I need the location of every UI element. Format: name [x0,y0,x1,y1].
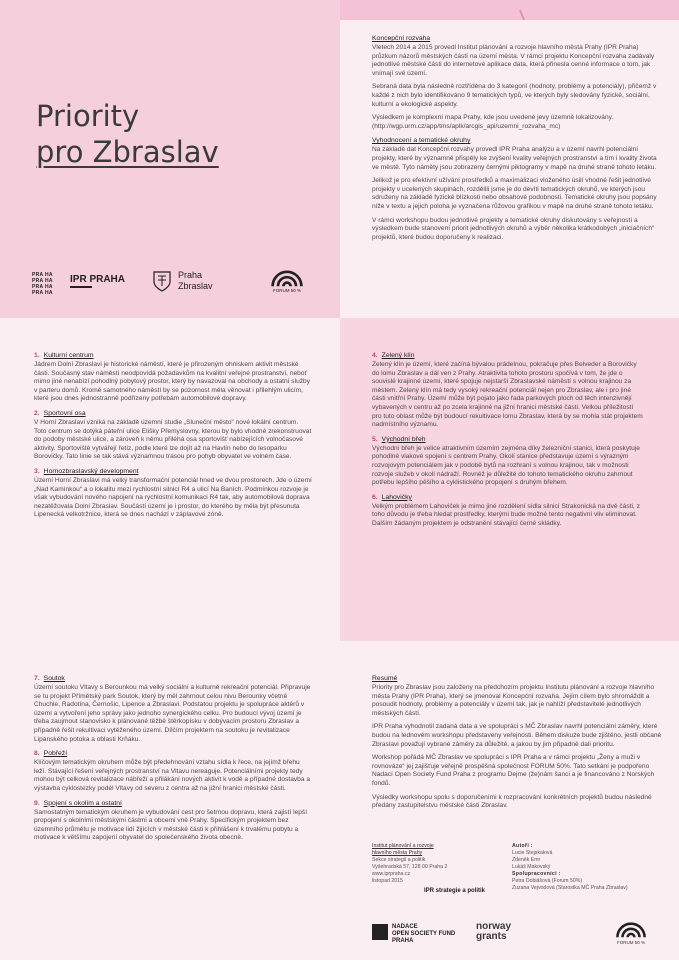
section-text-1: Jádrem Dolní Zbraslavi je historické náměstí, které je přirozeným ohniskem aktivit městské části. Současný stav náměstí neodpovídá požadavkům na kvalitní veřejné prostranství, neboť mimo jiné nenabízí pohodlný pobytový prostor, který by navazoval na obchody a ostatní služby v parteru domů. Kromě samotného náměstí by se pozornost měla věnovat i přilehlým ulicím, které jsou dnes jednostranně podřízeny potřebám automobilové dopravy. [34,361,310,403]
forum50-logo [262,270,312,293]
author-name: Lukáš Makovský [512,864,551,870]
authors-label: Autoři : [512,843,533,849]
forum-logo-text: FORUM 50 % [272,288,301,293]
praha-zbraslav-logo [152,270,213,292]
nosf-mark-icon [372,924,388,940]
credits [512,843,672,892]
section-heading-5: 5. Východní břeh [372,435,426,443]
section-text-2: V Horní Zbraslavi vzniká na základě územní studie „Sluneční město“ nové lokální centrum. Toto centrum se dotýká páteřní ulice Elišky Přemyslovny, kterou by bylo vhodné zrekonstruovat do podoby městské ulice, a zároveň k němu přiléhá osa sportovišť nabízejících volnočasové aktivity. Sportoviště vytvářejí řetíz, podle které lze dojít až na Havlín nebo do lesoparku Borovičky. Tato linie se tak stává významnou trasou pro pohyb obyvatel ve volném čase. [34,418,312,461]
norway-grants-logo [476,922,511,942]
section-heading-7: 7. Soutok [34,675,65,682]
institute-name-1: Institut plánování a rozvoje [372,843,434,849]
section-heading-9: 9. Spojení s okolím a ostatní [34,799,122,807]
resume-paragraph: Výsledky workshopu spolu s doporučeními k rozpracování konkrétních projektů budou následně předány zastupitelstvu městské části Zbraslav. [372,793,652,810]
cooperator-name: Petra Dobiášová (Forum 50%) [512,878,583,884]
section-text-9: Samostatným tematickým okruhem je vybudování cest pro šetrnou dopravu, která zajistí lepší propojení s okolními městskými částmi a obcemi vně Prahy. Specifickým projektem bez územního průmětu je motivace lidí žijících v městské části k přihlášení k trvalému pobytu a motivace k většímu zapojení obyvatel do společenského života obecně. [34,808,308,842]
resume-paragraph: IPR Praha vyhodnotil zadaná data a ve spolupráci s MČ Zbraslav navrhl potenciální záměry, které budou na lednovém workshopu představeny veřejnosti. Během diskuze bude zjištěno, jestli občané Zbraslavi považují vybrané záměry za důležité, a jakou by jim připadně dali prioritu. [372,723,662,748]
resume-section [372,674,662,816]
section-text-5: Východní břeh je velice atraktivním územím zejména díky železniční stanici, která poskytuje pohodlné vlakové spojení s centrem Prahy. Okolí stanice představuje území s výrazným rozvojovým potenciálem jak v podobě bytů na rozhraní s volnou krajinou, tak v možnosti rozvoje služeb v okolí nádraží. Rovněž je důležité do tohoto tematického okruhu zahrnout potřebu lepšího pěšího a cyklistického propojení s druhým břehem. [372,444,640,487]
nosf-logo [372,924,455,945]
title-line2: pro Zbraslav [36,135,219,169]
nosf-line2: OPEN SOCIETY FUND [392,931,456,937]
institute-name-2: hlavního města Prahy [372,850,423,856]
section-heading-4: 4. Zelený klín [372,352,415,359]
author-name: Lucie Stejskalová [512,850,553,856]
sections-7-9 [34,674,312,848]
section-heading-2: 2. Sportovní osa [34,409,86,417]
section-text-3: Území Horní Zbraslavi má velký transformační potenciál hned ve dvou prostorech. Jde o území „Nad Kamínkou“ a o lokalitu mezi rychlostní silnicí R4 a ulicí Na Baních. Podmínkou rozvoje je však vybudování nového napojení na rychlostní komunikaci R4 tak, aby automobilová doprava nezatěžovala Dolní Zbraslav. Součástí území je i prostor, do kterého by měla být přesunuta Lipenecká velkotržnice, která se dnes nachází v záplavové zóně. [34,476,312,519]
praha-logo-line1: Praha [178,270,203,280]
nosf-line1: NADACE [392,924,418,930]
sections-4-6 [372,351,644,534]
sponsor-logos [372,922,672,956]
section-heading-8: 8. Pobřeží [34,750,68,758]
norway-line2: grants [476,931,507,942]
praha-logo-line2: Zbraslav [178,281,213,291]
institute-web: www.iprpraha.cz [372,871,411,877]
intro-paragraph: V rámci workshopu budou jednotlivé projekty a tematické okruhy diskutovány s veřejností a výsledkem bude stanovení priorit jednotlivých okruhů a výběr několika krátkodobých „iniciačních“ projektů, které budou doporučeny k realizaci. [372,216,655,241]
intro-paragraph: Výsledkem je komplexní mapa Prahy, kde jsou uvedené jevy územně lokalizovány. (http://wgp.urm.cz/app/tms/aplk/arcgis_api/uzemni_rozvaha_mc) [372,114,614,130]
section-text-6: Velkým problémem Lahoviček je mimo jiné rozdělení sídla silnicí Strakonická na dvě části, z toho důvodu je třeba hledat prostředky, kterými bude možné tento negativní vliv eliminovat. Dalším žádaným projektem je odstranění stávající černé skládky. [372,502,640,527]
partner-logos [30,268,330,308]
sections-1-3 [34,351,312,525]
ipr-strategie-logo: IPR strategie a politik [424,888,486,894]
title-line1: Priority [36,99,140,133]
author-name: Zdeněk Emr [512,857,541,863]
institute-address: Vyšehradská 57, 128 00 Praha 2 [372,864,448,870]
intro-paragraph: Na základě dat Koncepční rozvahy provedl IPR Praha analýzu a v území navrhl potenciální projekty, které by významně přispěly ke zvýšení kvality veřejných prostranství a tím i kvality života ve městě. Tyto náměty jsou zobrazeny černými piktogramy v mapě na druhé straně tohoto letáku. [372,146,657,171]
intro-paragraph: Jelikož je pro efektivní užívání prostředků a maximalizaci vloženého úsilí vhodné řešit jednotlivé projekty v ucelených skupinách, rozdělili jsme je do devíti tematických okruhů, ve kterých jsou sdruženy na základě fyzické blízkosti nebo obsahové podobnosti. Tematické okruhy jsou popsány níže v textu a jejich poloha je vyznačena růžovou grafikou v mapě na druhé straně tohoto letáku. [372,177,657,210]
forum-arcs-icon [614,922,648,939]
crest-icon [152,270,172,292]
intro-paragraph: Vletech 2014 a 2015 provedl Institut plánování a rozvoje hlavního města Prahy (IPR Praha) průzkum názorů městských částí na území města. V rámci projektu Koncepční rozvaha zadávaly jednotlivé městské části do internetové aplikace data, která přinesla cenné informace o tom, jak vnímají své území. [372,44,655,77]
title-panel [0,0,340,318]
resume-paragraph: Workshop pořádá MČ Zbraslav ve spolupráci s IPR Praha a v rámci projektu „Ženy a muži v rovnováze“ jej zajišťuje veřejně prospěšná společnost FORUM 50%. Tato setkání je podpořeno Nadací Open Society Fund Praha z programu Dejme (že)nám šanci a je financováno z Norských fondů. [372,754,655,787]
section-text-7: Území soutoku Vltavy s Berounkou má velký sociální a kulturně rekreační potenciál. Připravuje se tu projekt Přímětský park Soutok, který by měl zahrnout celou nivu Berounky včetně Chuchle, Radotína, Černošic, Lipence a Zbraslavi. Podstatou projektu je spolupráce aktérů v území a vytvoření jeho správy jako jednoho synergického celku. Pro budoucí vývoj území je třeba zaujmout stanovisko k plánované těžbě štěrkopísku v dobývacím prostoru Zbraslav a případně řešit rekultivaci vytěženého území. Dílčím projektem na soutoku je revitalizace Lipanského potoka a oblasti Krňáku. [34,684,311,743]
ipr-logo [70,274,125,288]
forum50-logo-bottom [606,922,656,945]
forum-logo-text-bottom: FORUM 50 % [616,940,645,945]
intro-text [372,34,662,247]
section-heading-6: 6. Lahovičky [372,493,412,501]
cooperator-name: Zuzana Vejvodová (Starostka MČ Praha Zbraslav) [512,885,628,891]
nosf-line3: PRAHA [392,938,414,944]
section-text-4: Zelený klín je území, které začíná bývalou prádelnou, pokračuje přes Belveder a Borovičky do lomu Zbraslav a dál ven z Prahy. Atraktivita tohoto prostoru spočívá v tom, že jde o souvislé krajinné území, které spojuje nejstarší Zbraslavské náměstí s volnou krajinou za městem. Zelený klín má tedy vysoký rekreační potenciál nejen pro Zbraslav, ale i pro jiné části vnitřní Prahy. Území může být pojato jako řada parkových ploch od těch intenzivnějí vybavených v centru až po zcela krajinné na jižní hranici městské části. Velkou příležitostí pro tuto oblast může být budoucí rekultivace lomu Zbraslav, která by se mohla stát projektem nadmístního významu. [372,361,643,429]
institute-section: Sekce strategií a politik [372,857,426,863]
intro-heading-2: Vyhodnocení a tematické okruhy [372,137,471,145]
norway-line1: norway [476,921,512,932]
praha-logo: PRA HA PRA HA PRA HA PRA HA [32,272,53,296]
cooperators-label: Spolupracovníci : [512,871,561,877]
section-text-8: Klíčovým tematickým okruhem může být předehnování vztahu sídla k řece, na jejímž břehu leží. Stávající řešení veřejných prostranství na Vltavu nereaguje. Potenciálními projekty tedy mohou být celková revitalizace nábřeží a přilákání nových aktivit k vodě a případné dostavba a výstavba cyklostezky podél Vltavy od severu z centra až na jižní hranici městské části. [34,759,310,792]
section-heading-1: 1. Kulturní centrum [34,352,94,359]
forum-arcs-icon [269,270,305,288]
publication-date: listopad 2015 [372,878,403,884]
institute-info [372,843,502,885]
section-heading-3: 3. Hornozbraslavský development [34,467,139,475]
intro-paragraph: Sebraná data byla následně roztříděna do 3 kategorií (hodnoty, problémy a potenciály), přičemž v každé z nich bylo identifikováno 9 tematických typů, ve kterých byly sledovány fyzické, sociální, kulturní a ekologické aspekty. [372,83,657,108]
page-title [36,98,219,170]
ipr-logo-text: IPR PRAHA [70,274,126,285]
resume-paragraph: Priority pro Zbraslav jsou založeny na předchozím projektu Institutu plánování a rozvoje hlavního města Prahy (IPR Praha), který se jmenoval Koncepční rozvaha. Jejím cílem bylo shromáždit a posoudit hodnoty, problémy a potenciály v území tak, jak je nahlíží představitelé jednotlivých městských částí. [372,684,655,717]
resume-heading: Resumé [372,675,398,682]
intro-heading-1: Koncepční rozvaha [372,35,431,42]
